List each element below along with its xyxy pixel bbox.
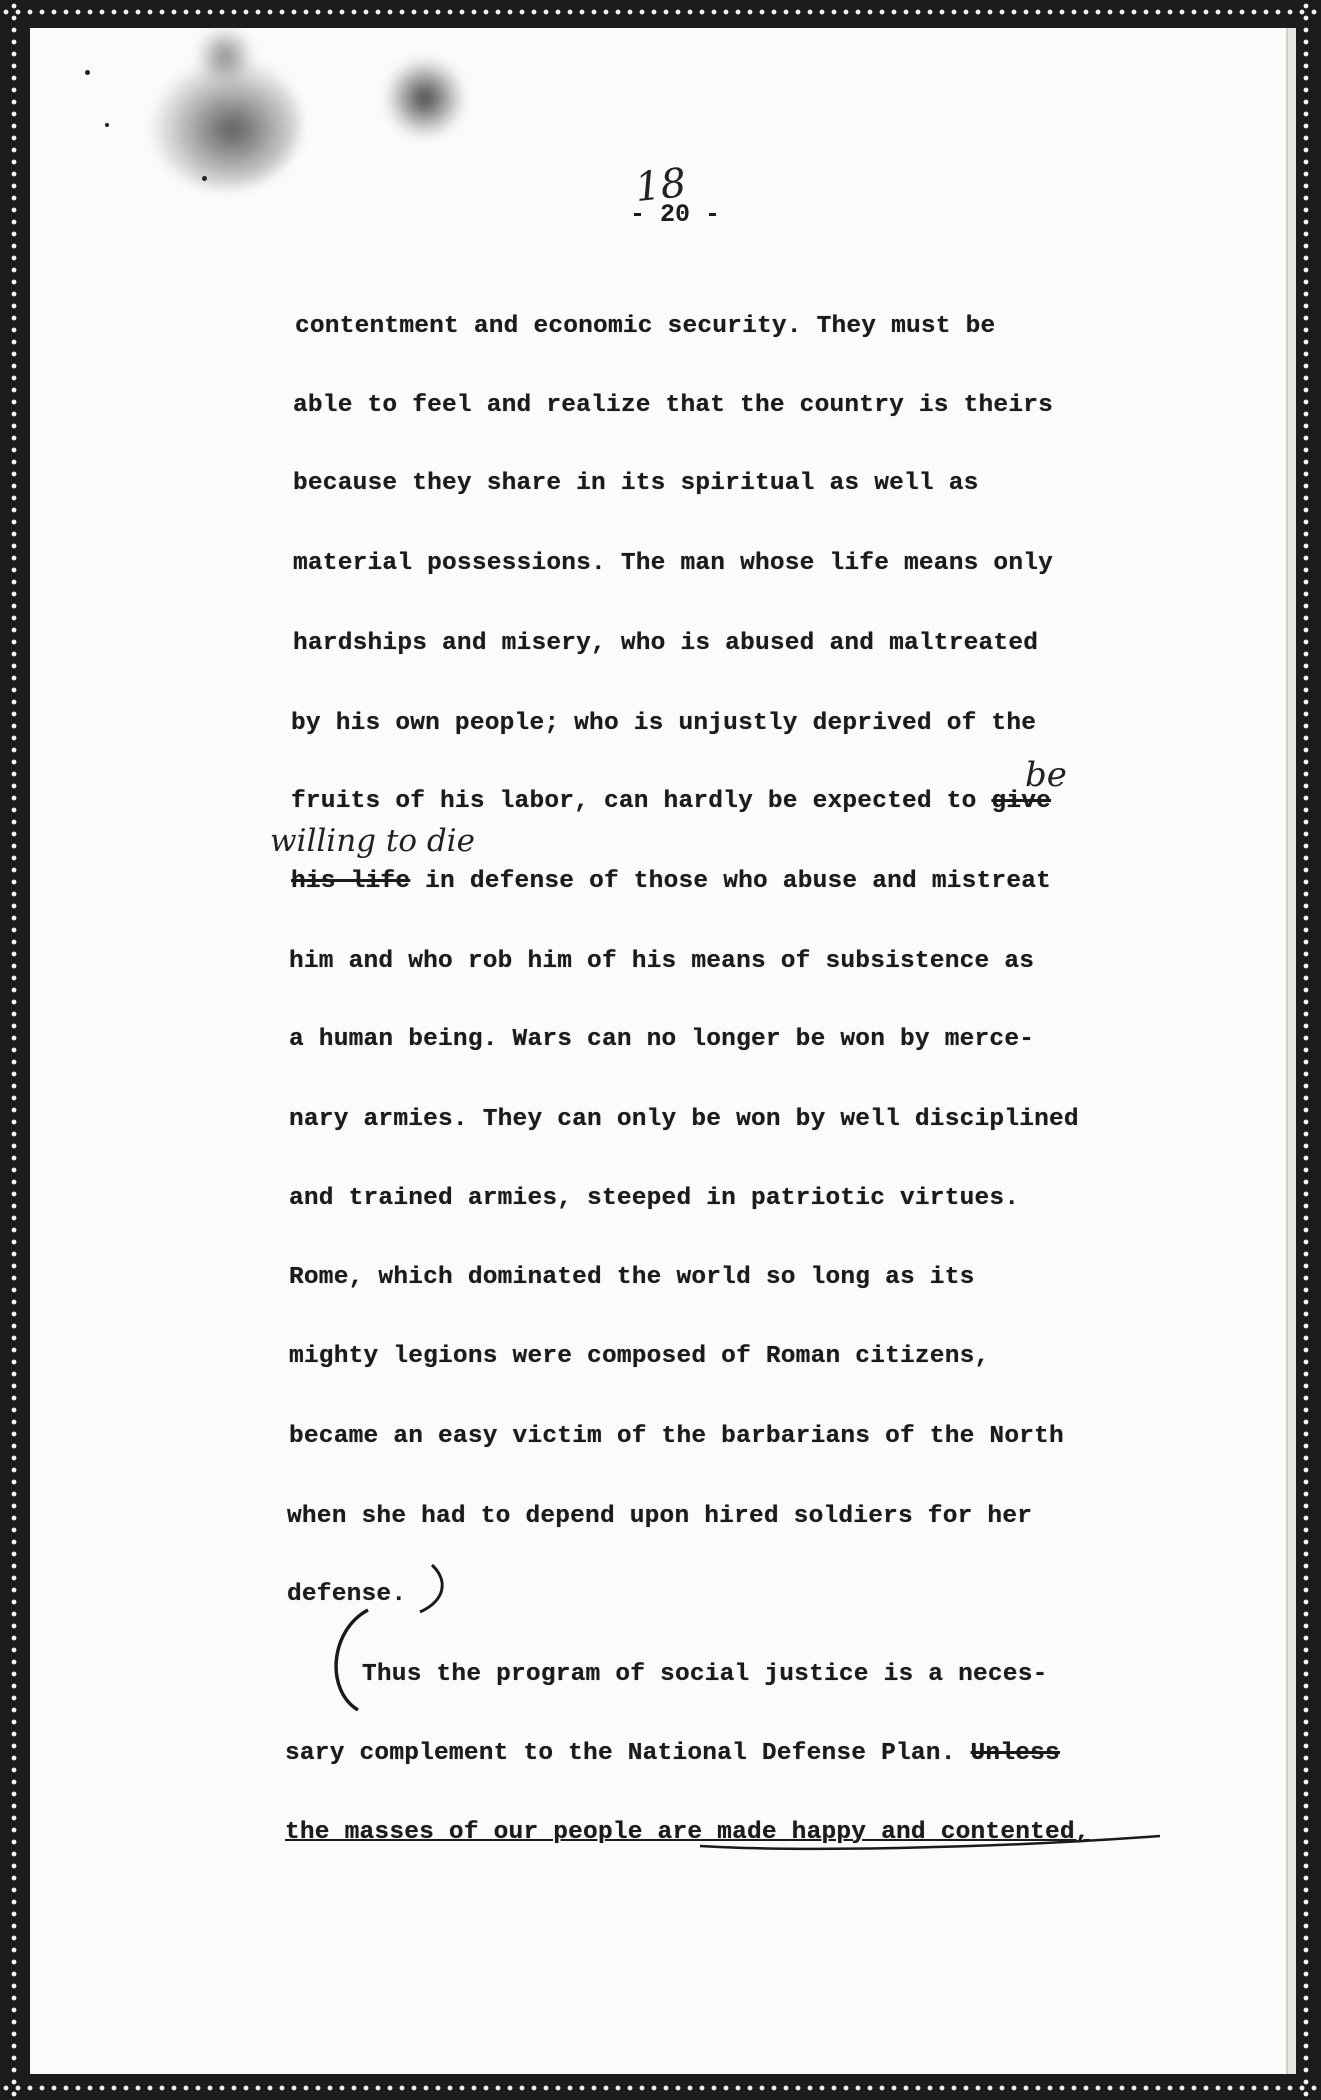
- text-line: the masses of our people are made happy and contented,: [285, 1819, 1090, 1846]
- text-line-main: fruits of his labor, can hardly be expected to: [291, 788, 977, 815]
- handwritten-insert: be: [1025, 755, 1067, 795]
- handwritten-insert: willing to die: [270, 823, 475, 859]
- text-line: mighty legions were composed of Roman citizens,: [289, 1343, 990, 1370]
- text-line: when she had to depend upon hired soldiers for her: [287, 1503, 1033, 1530]
- text-line: nary armies. They can only be won by well disciplined: [289, 1106, 1079, 1133]
- ink-speck: [202, 176, 207, 181]
- text-line: became an easy victim of the barbarians of the North: [289, 1423, 1064, 1450]
- text-line: [291, 868, 1051, 895]
- text-line: Thus the program of social justice is a neces-: [362, 1661, 1048, 1688]
- ink-smudge: [195, 28, 255, 83]
- struck-word: give: [991, 788, 1052, 815]
- film-perforation-bottom: [0, 2081, 1321, 2095]
- text-line: hardships and misery, who is abused and maltreated: [293, 630, 1039, 657]
- text-line: a human being. Wars can no longer be won by merce-: [289, 1026, 1035, 1053]
- text-line: able to feel and realize that the country is theirs: [293, 392, 1054, 419]
- text-line: by his own people; who is unjustly deprived of the: [291, 710, 1037, 737]
- text-line-main: in defense of those who abuse and mistreat: [425, 868, 1052, 895]
- text-line: defense.: [287, 1581, 407, 1608]
- struck-word: his life: [291, 868, 411, 895]
- text-line: and trained armies, steeped in patriotic virtues.: [289, 1185, 1020, 1212]
- film-perforation-left: [7, 0, 21, 2100]
- typed-page-number: - 20 -: [630, 200, 721, 229]
- film-perforation-right: [1299, 0, 1313, 2100]
- text-line-main: sary complement to the National Defense Plan.: [285, 1740, 956, 1767]
- film-perforation-top: [0, 5, 1321, 19]
- text-line: [291, 788, 1051, 815]
- handwritten-page-number: 18: [632, 160, 689, 212]
- text-line: Rome, which dominated the world so long as its: [289, 1264, 975, 1291]
- ink-smudge: [385, 58, 465, 138]
- ink-speck: [85, 70, 90, 75]
- text-line: material possessions. The man whose life means only: [293, 550, 1054, 577]
- struck-word: Unless: [970, 1740, 1060, 1767]
- ink-speck: [105, 123, 109, 127]
- text-line: [285, 1740, 1060, 1767]
- text-line: contentment and economic security. They must be: [295, 313, 996, 340]
- page-edge: [1286, 28, 1296, 2074]
- text-line: because they share in its spiritual as well as: [293, 470, 979, 497]
- text-line: him and who rob him of his means of subsistence as: [289, 948, 1035, 975]
